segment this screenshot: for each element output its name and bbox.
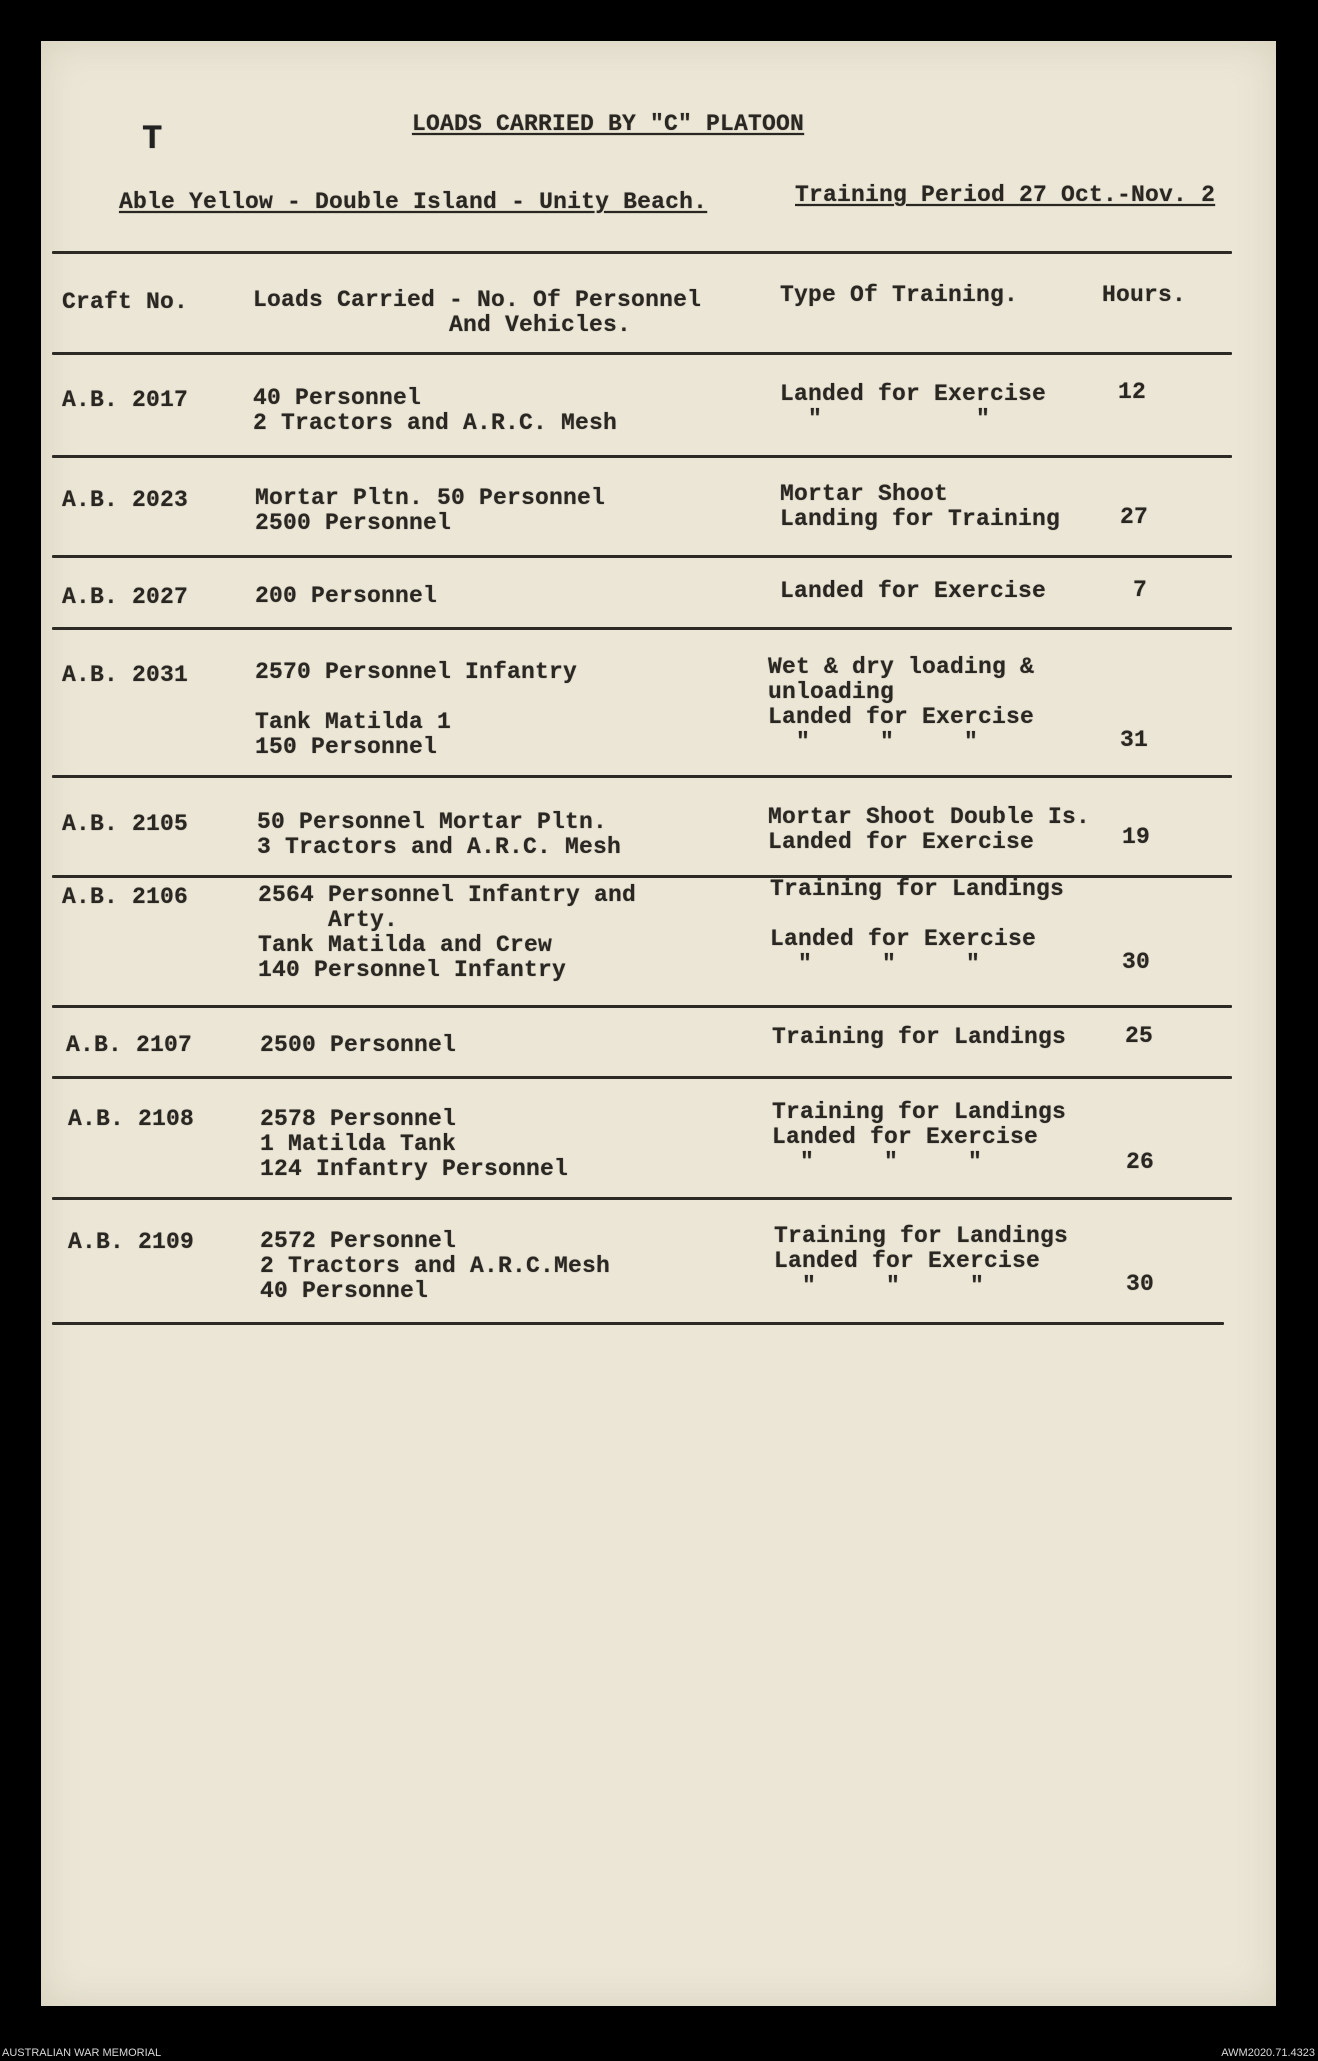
row-craft: A.B. 2023 — [62, 487, 189, 513]
rule-top — [52, 251, 1232, 254]
row-divider — [52, 1076, 1232, 1079]
row-loads: 40 Personnel 2 Tractors and A.R.C. Mesh — [253, 385, 618, 436]
row-training: Training for Landings Landed for Exercise " " " — [770, 876, 1065, 977]
row-training: Mortar Shoot Double Is. Landed for Exercise — [768, 804, 1091, 855]
row-hours: 26 — [1126, 1149, 1155, 1175]
row-divider — [52, 555, 1232, 558]
row-hours: 30 — [1126, 1271, 1155, 1297]
row-loads: 2570 Personnel Infantry Tank Matilda 1 150 Personnel — [255, 659, 578, 760]
row-loads: 2578 Personnel 1 Matilda Tank 124 Infantry Personnel — [260, 1106, 569, 1182]
row-training: Landed for Exercise " " — [780, 381, 1047, 432]
header-craft: Craft No. — [62, 289, 189, 315]
row-divider — [52, 627, 1232, 630]
row-hours: 31 — [1120, 727, 1149, 753]
row-divider — [52, 775, 1232, 778]
header-hours: Hours. — [1102, 282, 1187, 308]
row-craft: A.B. 2108 — [68, 1106, 195, 1132]
row-divider — [52, 1197, 1232, 1200]
row-hours: 19 — [1122, 824, 1151, 850]
row-loads: 200 Personnel — [255, 583, 438, 609]
row-loads: Mortar Pltn. 50 Personnel 2500 Personnel — [255, 485, 606, 536]
row-craft: A.B. 2107 — [66, 1032, 193, 1058]
rule-header — [52, 352, 1232, 355]
row-hours: 7 — [1133, 577, 1148, 603]
header-training: Type Of Training. — [780, 282, 1019, 308]
header-loads: Loads Carried - No. Of Personnel And Vehicles. — [253, 287, 702, 338]
row-craft: A.B. 2017 — [62, 387, 189, 413]
row-training: Wet & dry loading & unloading Landed for Exercise " " " — [768, 654, 1035, 755]
margin-mark: T — [142, 121, 163, 159]
row-loads: 50 Personnel Mortar Pltn. 3 Tractors and A.R.C. Mesh — [257, 809, 622, 860]
location-line: Able Yellow - Double Island - Unity Beach. — [119, 189, 708, 215]
row-craft: A.B. 2105 — [62, 811, 189, 837]
row-divider — [52, 1005, 1232, 1008]
row-loads: 2564 Personnel Infantry and Arty. Tank Matilda and Crew 140 Personnel Infantry — [258, 882, 637, 983]
row-craft: A.B. 2031 — [62, 662, 189, 688]
row-training: Training for Landings — [772, 1024, 1067, 1050]
row-craft: A.B. 2106 — [62, 884, 189, 910]
row-craft: A.B. 2109 — [68, 1229, 195, 1255]
row-loads: 2500 Personnel — [260, 1032, 457, 1058]
row-hours: 25 — [1125, 1023, 1154, 1049]
footer-left: AUSTRALIAN WAR MEMORIAL — [2, 2047, 162, 2059]
row-hours: 12 — [1118, 379, 1147, 405]
footer-right: AWM2020.71.4323 — [1221, 2047, 1315, 2059]
row-hours: 30 — [1122, 949, 1151, 975]
row-craft: A.B. 2027 — [62, 584, 189, 610]
training-period: Training Period 27 Oct.-Nov. 2 — [795, 183, 1216, 208]
row-training: Mortar Shoot Landing for Training — [780, 481, 1061, 532]
row-loads: 2572 Personnel 2 Tractors and A.R.C.Mesh 40 Personnel — [260, 1228, 611, 1304]
row-training: Training for Landings Landed for Exercise " " " — [774, 1223, 1069, 1299]
row-hours: 27 — [1120, 504, 1149, 530]
row-divider — [52, 455, 1232, 458]
row-training: Training for Landings Landed for Exercise " " " — [772, 1099, 1067, 1175]
rule-bottom — [52, 1322, 1224, 1325]
row-training: Landed for Exercise — [780, 578, 1047, 604]
document-title: LOADS CARRIED BY "C" PLATOON — [412, 111, 805, 137]
